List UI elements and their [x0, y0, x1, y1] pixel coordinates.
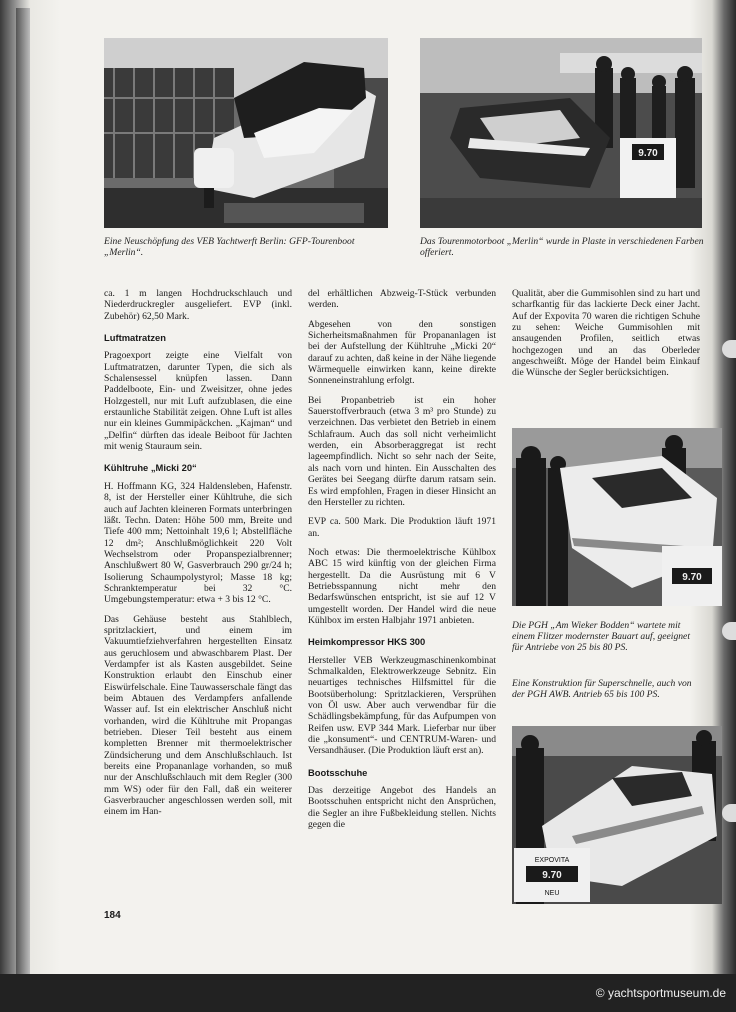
photo-flitzer-boat — [512, 428, 722, 606]
section-heading-kuehltruhe: Kühltruhe „Micki 20“ — [104, 462, 197, 474]
paragraph: Bei Propanbetrieb ist ein hoher Sauerstoffverbrauch (etwa 3 m³ pro Stunde) zu verzeichnen. Das verbietet den Betrieb in einem Schlafraum. Auch das soll nicht verheimlicht werden, ein Absorberaggregat ist recht lageempfindlich. Nicht so sehr nach der Seite, als nach vorn und hinten. Ein Ausschalten des Gerätes bei Seegang dürfte darum ratsam sein. Es wird empfohlen, Fragen in dieser Hinsicht an den Hersteller zu richten. — [308, 394, 496, 508]
section-heading-bootsschuhe: Bootsschuhe — [308, 766, 368, 778]
watermark: © yachtsportmuseum.de — [595, 986, 726, 1000]
page-edge-tab — [722, 340, 736, 358]
text-column-2 — [308, 288, 496, 838]
paragraph: Das Gehäuse besteht aus Stahlblech, spritzlackiert, und einem im Vakuumtiefziehverfahren hergestellten Einsatz aus geruchlosem und abwaschbarem Plast. Der Verdampfer ist als Kasten ausgebildet. Seine Konstruktion erlaubt den Einschub einer Eiswürfelschale. Eine Tauwasserschale fängt das beim Abtauen des Verdampfers anfallende Wasser auf. Ist ein elektrischer Anschluß nicht vorhanden, wird die Kühltruhe mit Propangas betrieben. Dieser Teil besteht aus einem kompletten Brenner mit thermoelektrischer Zündsicherung und dem Anschlußschlauch. Ist bereits eine Propananlage vorhanden, so muß nur der Anschlußschlauch mit dem Regler (300 mm WS) oder für den Fall, daß ein weiterer Gasverbraucher angeschlossen werden soll, mit einem im Han- — [104, 613, 292, 818]
paragraph: H. Hoffmann KG, 324 Haldensleben, Hafenstr. 8, ist der Hersteller einer Kühltruhe, die sich auch auf Jachten kleineren Formats unterbringen läßt. Techn. Daten: Höhe 500 mm, Breite und Tiefe 400 mm; Nettoinhalt 19,6 l; Abstellfläche 12 dm²; Anschlußmöglichkeit 220 Volt Wechselstrom oder Propanspezialbrenner; Anschlußwert 80 W, Gasverbrauch 290 gr/24 h; Isolierung Schaumpolystyrol; Masse 18 kg; Schranktemperatur bei 32 °C. Umgebungstemperatur: etwa + 3 bis 12 °C. — [104, 480, 292, 606]
paragraph: Hersteller VEB Werkzeugmaschinenkombinat Schmalkalden, Elektrowerkzeuge Sebnitz. Ein neuartiges technisches Hilfsmittel für die Bootsüberholung: Spritzlackieren, Versprühen von Öl usw. Aber auch verwendbar für die Schädlingsbekämpfung, für das Aufpumpen von Reifen usw. EVP 344 Mark. Lieferbar nur über die „konsument“- und CENTRUM-Waren- und Versandhäuser. (Die Produktion läuft erst an). — [308, 654, 496, 757]
section-heading-luftmatratzen: Luftmatratzen — [104, 332, 166, 344]
sign-label: 9.70 — [638, 148, 658, 159]
sign-label: 9.70 — [542, 870, 562, 881]
photo-superschnelle-boat — [512, 726, 722, 904]
sign-label: EXPOVITA — [534, 857, 570, 864]
paragraph: del erhältlichen Abzweig-T-Stück verbunden werden. — [308, 288, 496, 311]
paragraph: Das derzeitige Angebot des Handels an Bootsschuhen entspricht nicht den Ansprüchen, die Segler an ihre Fußbekleidung stellen. Nichts gegen die — [308, 785, 496, 831]
paragraph: Qualität, aber die Gummisohlen sind zu hart und scharfkantig für das lackierte Deck einer Jacht. Auf der Expovita 70 waren die richtigen Schuhe zu sehen: Weiche Gummisohlen mit ansaugenden Profilen, seitlich etwas hochgezogen und an das Oberleder angeschweißt. Möge der Handel beim Einkauf die Wünsche der Segler berücksichtigen. — [512, 288, 700, 379]
paragraph: Abgesehen von den sonstigen Sicherheitsmaßnahmen für Propananlagen ist bei der Aufstellung der Kühltruhe „Micki 20“ darauf zu achten, daß keine in der Nähe liegende Wärmequelle einwirken kann, keine direkte Sonneneinstrahlung erfolgt. — [308, 318, 496, 387]
page-edge-tab — [722, 622, 736, 640]
book-spine-shadow — [16, 8, 30, 974]
caption-photo-4: Eine Konstruktion für Superschnelle, auch von der PGH AWB. Antrieb 65 bis 100 PS. — [512, 678, 692, 700]
paragraph: EVP ca. 500 Mark. Die Produktion läuft 1971 an. — [308, 516, 496, 539]
sign-label: NEU — [544, 890, 560, 897]
paragraph: Noch etwas: Die thermoelektrische Kühlbox ABC 15 wird künftig von der gleichen Firma hergestellt. Da die Ausrüstung mit 6 V Betriebsspannung nicht mehr den Bedarfswünschen entspricht, ist sie auf 12 V umgestellt worden. Der Handel wird die neue Kühlbox im ersten Halbjahr 1971 anbieten. — [308, 546, 496, 626]
photo-merlin-boat-display — [420, 38, 702, 228]
caption-photo-2: Das Tourenmotorboot „Merlin“ wurde in Plaste in verschiedenen Farben offeriert. — [420, 236, 704, 258]
paragraph: ca. 1 m langen Hochdruckschlauch und Niederdruckregler ausgeliefert. EVP (inkl. Zubehör) 62,50 Mark. — [104, 288, 292, 322]
sign-label: 9.70 — [682, 572, 702, 583]
text-column-1 — [104, 288, 292, 826]
text-column-3 — [512, 288, 700, 387]
section-heading-heimkompressor: Heimkompressor HKS 300 — [308, 636, 426, 648]
page-number: 184 — [104, 910, 121, 921]
caption-photo-3: Die PGH „Am Wieker Bodden“ wartete mit einem Flitzer modernster Bauart auf, geeignet für Antriebe von 25 bis 80 PS. — [512, 620, 690, 653]
paragraph: Pragoexport zeigte eine Vielfalt von Luftmatratzen, darunter Typen, die sich als Schalensessel knüpfen lassen. Dann Paddelboote, Ein- und Zweisitzer, ohne jedes Holzgestell, nur mit Luft aufzublasen, die eine erstaunliche Stabilität zeigen. Ohne Luft ist alles nur ein kleines Gummipäckchen. „Kajman“ und „Delfin“ dürften das ideale Beiboot für Jachten mit wenig Stauraum sein. — [104, 350, 292, 453]
photo-merlin-boat-exterior — [104, 38, 388, 228]
caption-photo-1: Eine Neuschöpfung des VEB Yachtwerft Berlin: GFP-Tourenboot „Merlin“. — [104, 236, 355, 258]
page-edge-tab — [722, 804, 736, 822]
